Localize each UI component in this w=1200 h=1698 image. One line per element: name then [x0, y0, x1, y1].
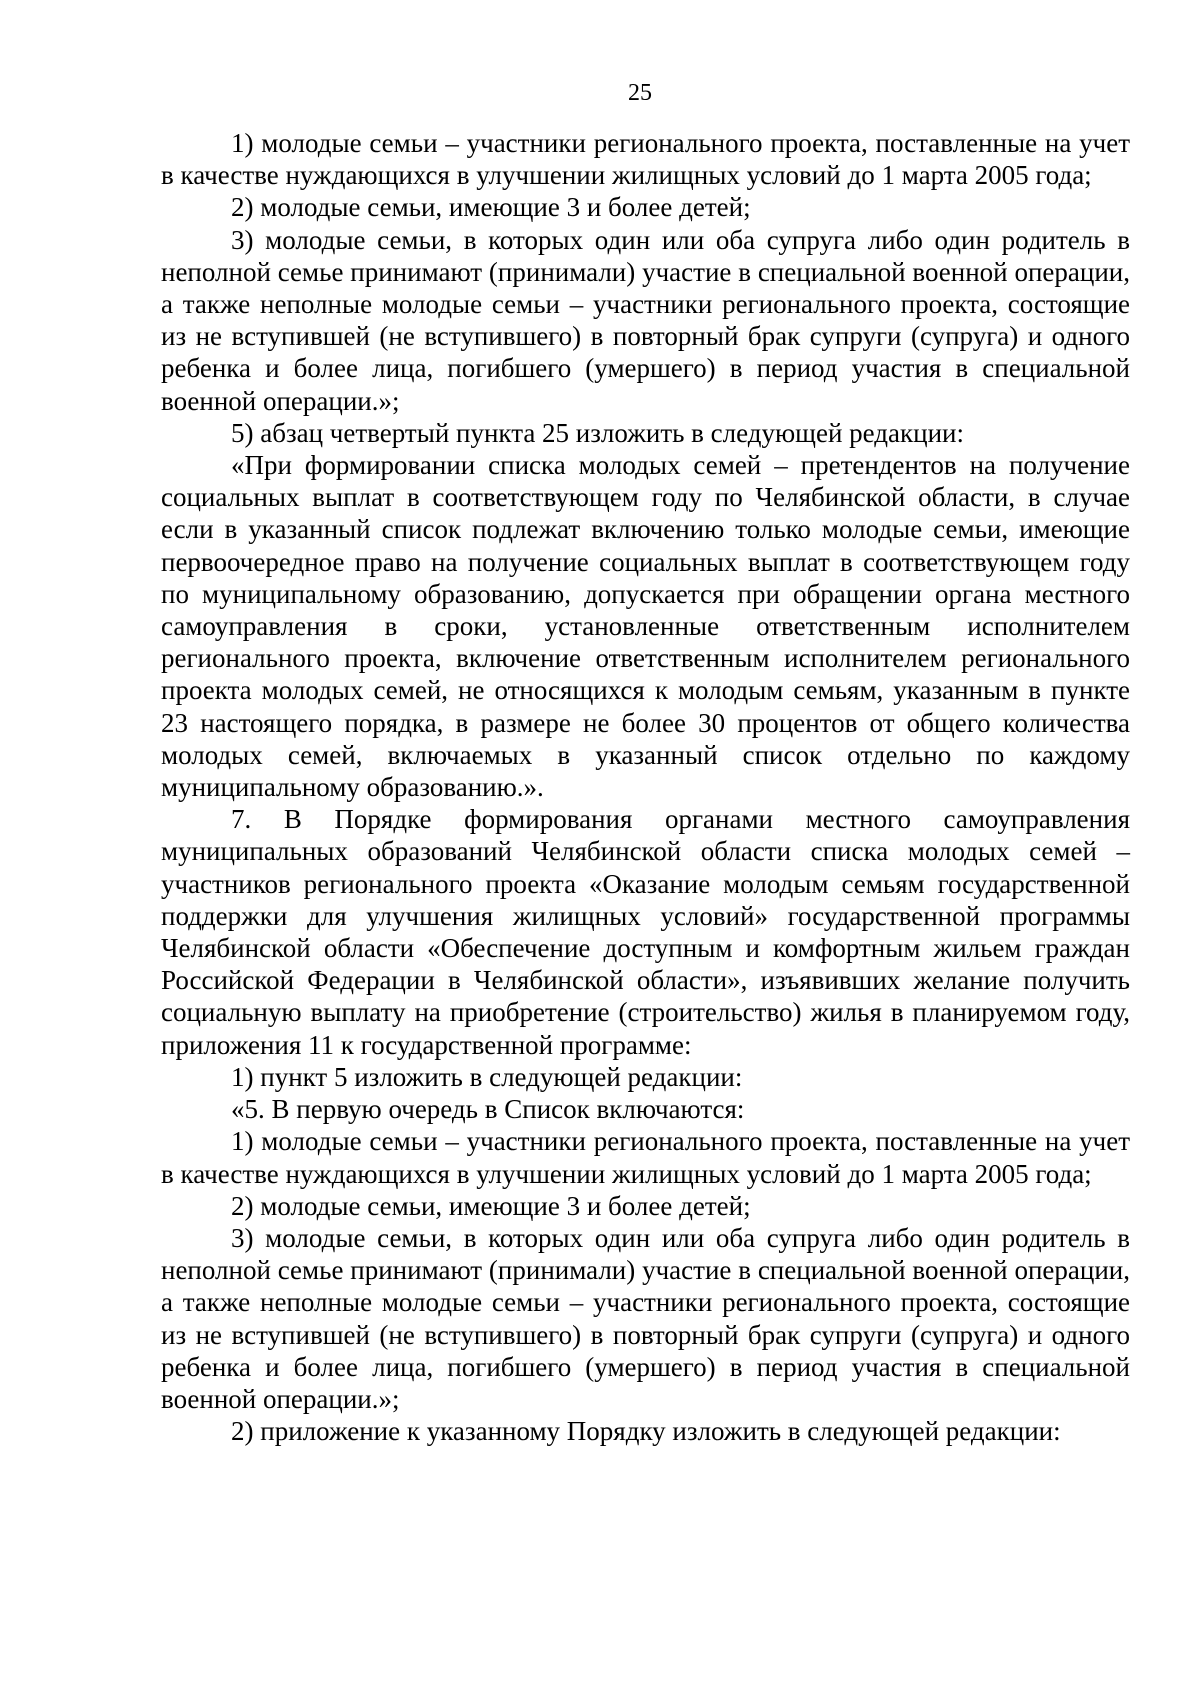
paragraph: 2) молодые семьи, имеющие 3 и более детей;: [231, 192, 751, 223]
document-body: [161, 127, 1130, 1447]
paragraph: «5. В первую очередь в Список включаются:: [231, 1094, 745, 1125]
paragraph: 3) молодые семьи, в которых один или оба супруга либо один родитель в неполной семье принимают (принимали) участие в специальной военной операции, а также неполные молодые семьи – участники регионального проекта, состоящие из не вступившей (не вступившего) в повторный брак супруги (супруга) и одного ребенка и более лица, погибшего (умершего) в период участия в специальной военной операции.»;: [161, 224, 1130, 416]
paragraph: 1) пункт 5 изложить в следующей редакции:: [231, 1061, 743, 1092]
paragraph: 3) молодые семьи, в которых один или оба супруга либо один родитель в неполной семье принимают (принимали) участие в специальной военной операции, а также неполные молодые семьи – участники регионального проекта, состоящие из не вступившей (не вступившего) в повторный брак супруги (супруга) и одного ребенка и более лица, погибшего (умершего) в период участия в специальной военной операции.»;: [161, 1222, 1130, 1414]
paragraph: 1) молодые семьи – участники регионального проекта, поставленные на учет в качестве нуждающихся в улучшении жилищных условий до 1 марта 2005 года;: [161, 1126, 1130, 1189]
paragraph: «При формировании списка молодых семей – претендентов на получение социальных выплат в соответствующем году по Челябинской области, в случае если в указанный список подлежат включению только молодые семьи, имеющие первоочередное право на получение социальных выплат в соответствующем году по муниципальному образованию, допускается при обращении органа местного самоуправления в сроки, установленные ответственным исполнителем регионального проекта, включение ответственным исполнителем регионального проекта молодых семей, не относящихся к молодым семьям, указанным в пункте 23 настоящего порядка, в размере не более 30 процентов от общего количества молодых семей, включаемых в указанный список отдельно по каждому муниципальному образованию.».: [161, 450, 1130, 803]
page-number: 25: [628, 80, 652, 106]
paragraph: 2) приложение к указанному Порядку изложить в следующей редакции:: [231, 1416, 1061, 1447]
paragraph: 2) молодые семьи, имеющие 3 и более детей;: [231, 1190, 751, 1221]
paragraph: 7. В Порядке формирования органами местного самоуправления муниципальных образований Челябинской области списка молодых семей – участников регионального проекта «Оказание молодым семьям государственной поддержки для улучшения жилищных условий» государственной программы Челябинской области «Обеспечение доступным и комфортным жильем граждан Российской Федерации в Челябинской области», изъявивших желание получить социальную выплату на приобретение (строительство) жилья в планируемом году, приложения 11 к государственной программе:: [161, 804, 1130, 1060]
paragraph: 1) молодые семьи – участники регионального проекта, поставленные на учет в качестве нуждающихся в улучшении жилищных условий до 1 марта 2005 года;: [161, 128, 1130, 191]
paragraph: 5) абзац четвертый пункта 25 изложить в следующей редакции:: [231, 417, 964, 448]
